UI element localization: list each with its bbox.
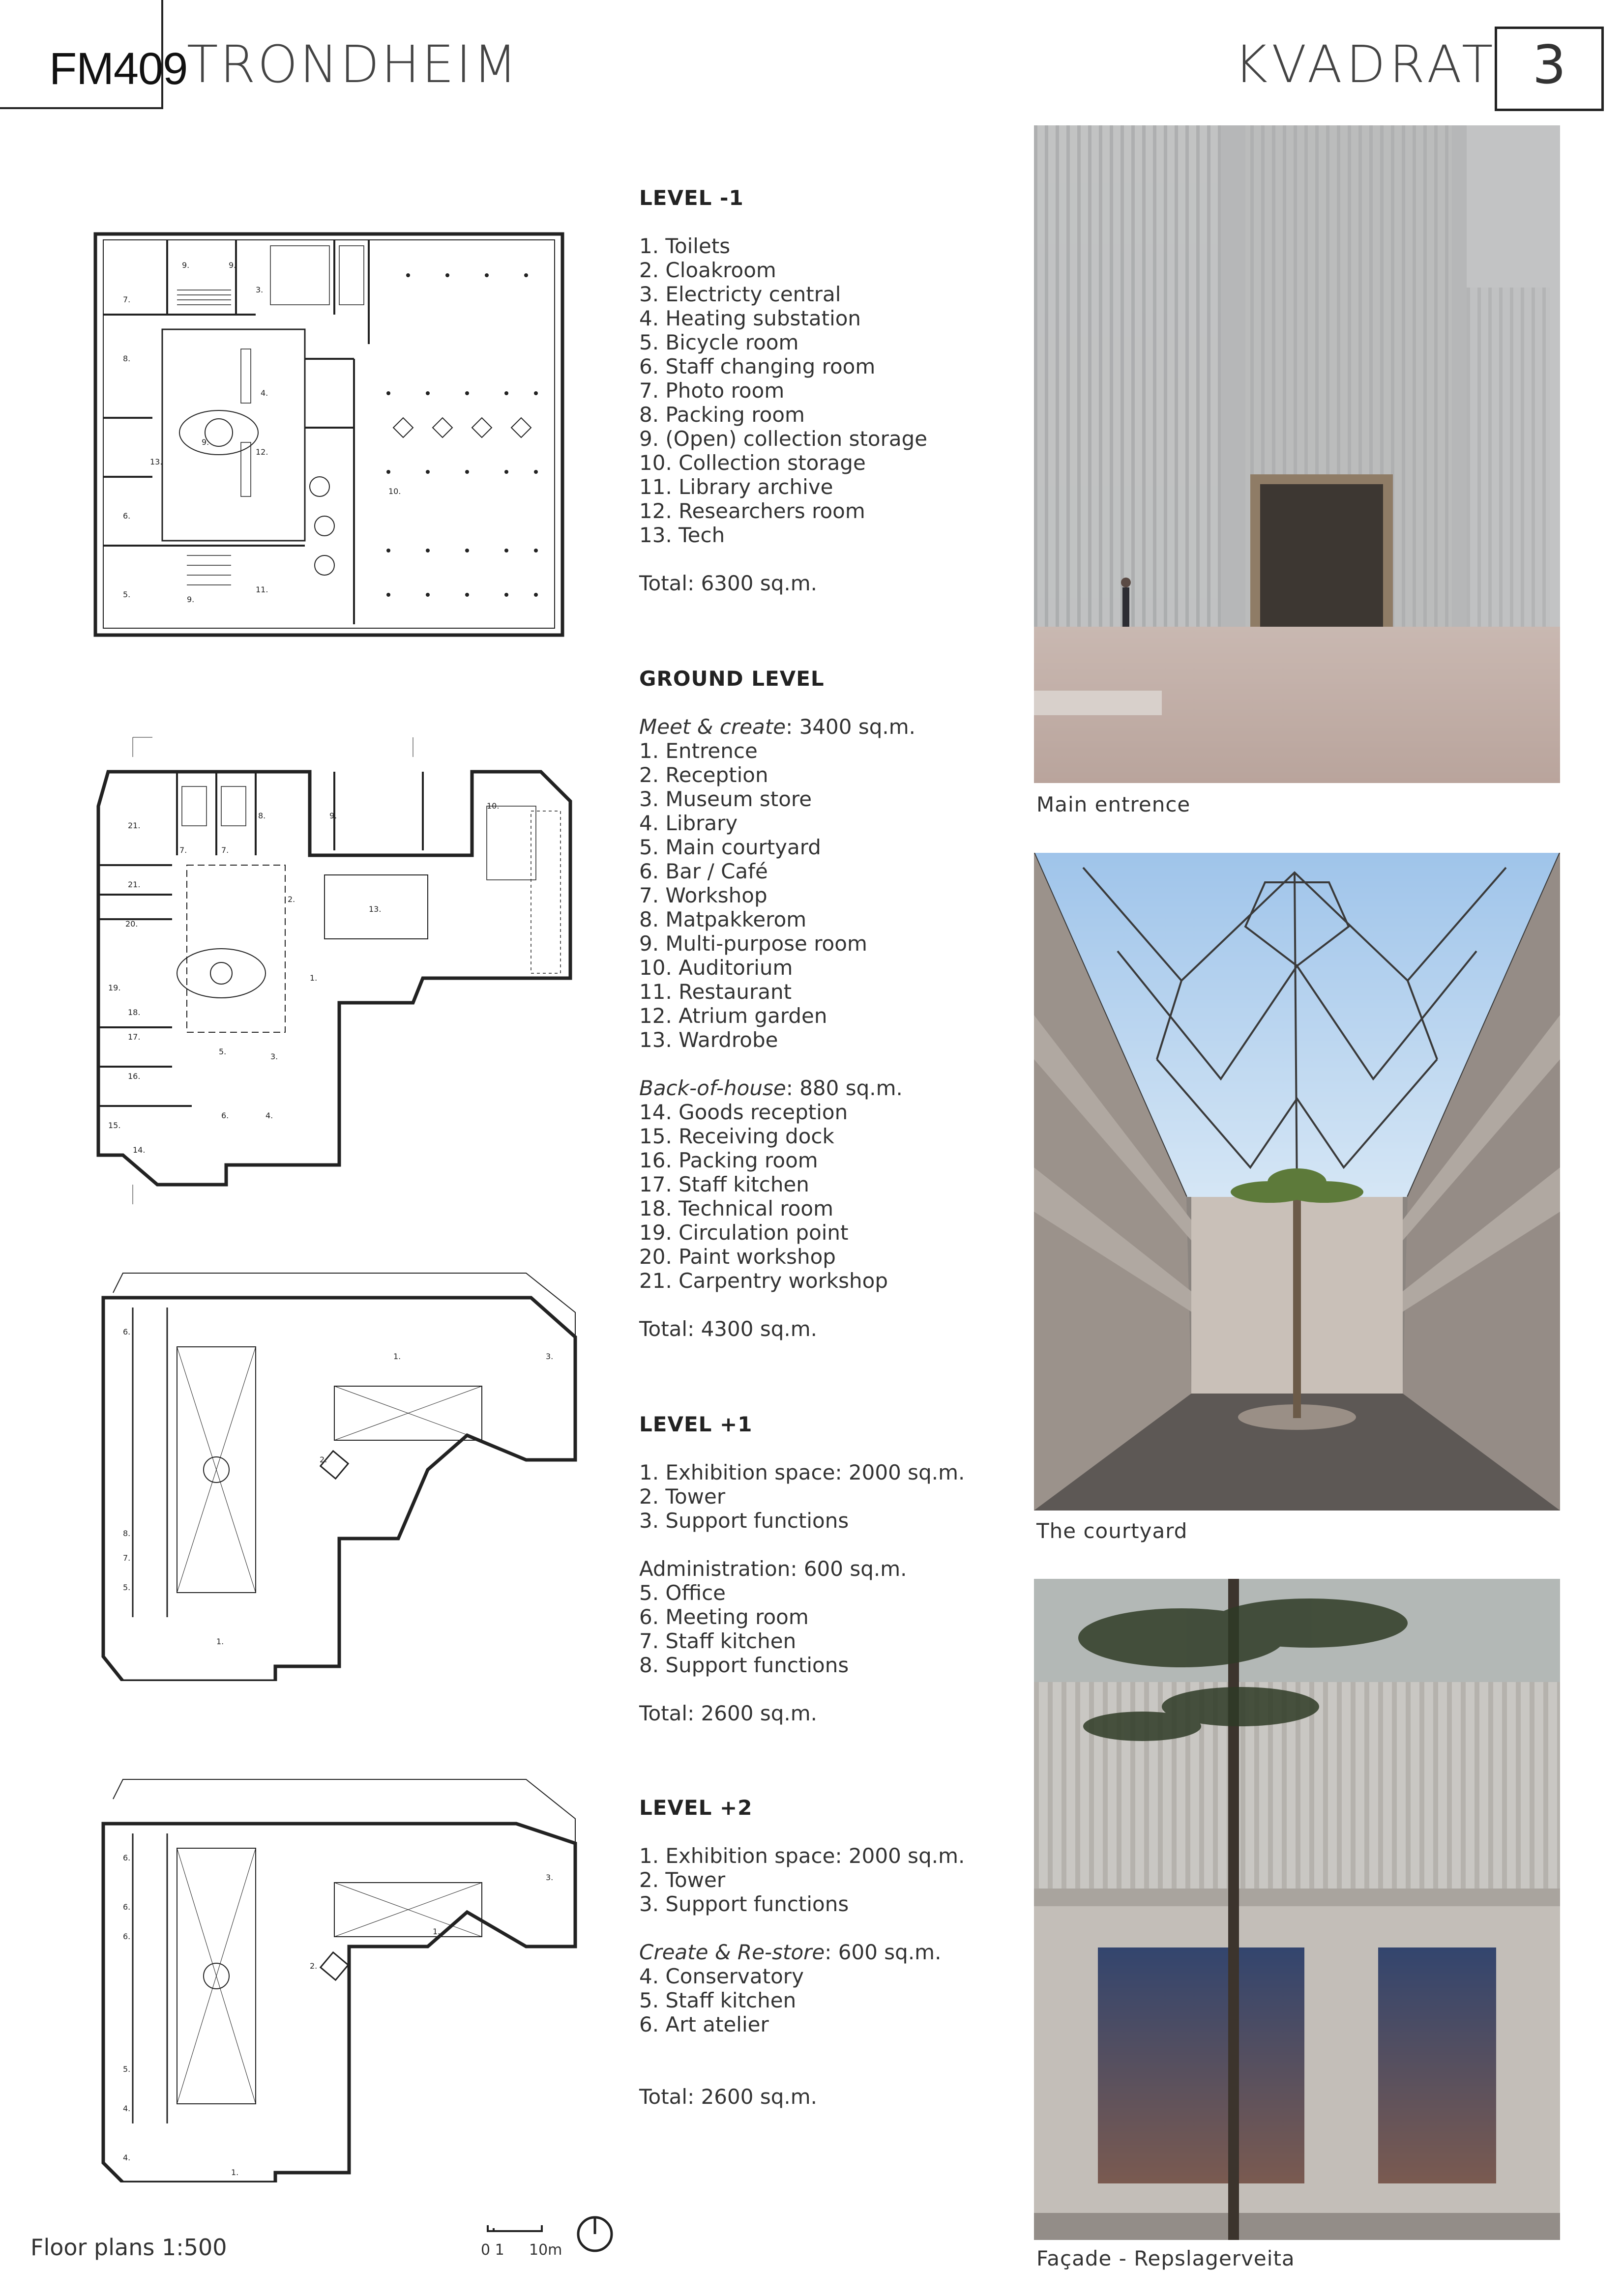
total-area: Total: 2600 sq.m. (639, 2085, 817, 2109)
plan-room-label: 5. (123, 1583, 131, 1592)
plan-room-label: 3. (256, 285, 264, 294)
plan-room-label: 6. (123, 1932, 131, 1941)
room-list-item: 2. Tower (639, 1868, 726, 1892)
room-list (639, 1844, 983, 1916)
plan-room-label: 4. (261, 388, 268, 398)
plan-room-label: 4. (123, 2153, 131, 2162)
plan-room-label: 16. (128, 1072, 141, 1081)
room-list-item: 5. Staff kitchen (639, 1988, 796, 2012)
plan-room-label: 7. (123, 295, 131, 304)
plan-room-label: 6. (123, 511, 131, 521)
room-list-item: 12. Atrium garden (639, 1004, 827, 1028)
floor-plan-level-plus2 (93, 1770, 595, 2182)
city-title: TRONDHEIM (187, 34, 519, 94)
plan-room-label: 8. (258, 811, 266, 820)
room-list-item: 8. Packing room (639, 403, 805, 427)
total-area: Total: 2600 sq.m. (639, 1701, 817, 1725)
room-list (639, 1581, 983, 1677)
plan-room-label: 9. (229, 261, 236, 270)
plan-room-label: 6. (123, 1853, 131, 1862)
north-arrow-icon (575, 2214, 615, 2256)
room-list-item: 11. Restaurant (639, 980, 792, 1004)
scale-bar-end: 10m (529, 2241, 562, 2259)
plan-room-label: 4. (123, 2104, 131, 2113)
plan-room-label: 6. (123, 1902, 131, 1912)
scale-bar (487, 2224, 546, 2236)
plan-room-label: 3. (270, 1052, 278, 1061)
plan-room-label: 17. (128, 1032, 141, 1042)
page-number: 3 (1532, 34, 1566, 96)
total-area: Total: 4300 sq.m. (639, 1317, 817, 1341)
courtyard-render (1034, 853, 1560, 1511)
ground-level-section (639, 667, 983, 1341)
room-list-item: 17. Staff kitchen (639, 1172, 809, 1196)
floor-plan-level-plus1 (93, 1263, 595, 1681)
plan-room-label: 12. (256, 447, 268, 457)
room-list-item: 9. Multi-purpose room (639, 931, 867, 956)
plan-room-label: 5. (123, 2064, 131, 2074)
facade-render (1034, 1579, 1560, 2240)
plan-room-label: 1. (216, 1637, 224, 1646)
room-list-item: 19. Circulation point (639, 1221, 849, 1245)
room-list-item: 8. Matpakkerom (639, 907, 807, 931)
plan-room-label: 13. (150, 457, 163, 466)
plan-room-label: 2. (320, 1455, 327, 1464)
plan-room-label: 7. (123, 1553, 131, 1563)
plan-scale-label: Floor plans 1:500 (30, 2234, 227, 2261)
plan-room-label: 13. (369, 904, 382, 914)
room-list-item: 7. Photo room (639, 378, 785, 403)
photo-caption: Main entrence (1036, 792, 1191, 816)
level-plus1-section (639, 1412, 983, 1725)
room-list-item: 4. Conservatory (639, 1964, 804, 1988)
group-heading: Back-of-house: 880 sq.m. (639, 1076, 903, 1100)
room-list-item: 8. Support functions (639, 1653, 849, 1677)
plan-room-label: 1. (393, 1352, 401, 1361)
room-list-item: 6. Meeting room (639, 1605, 809, 1629)
room-list-item: 10. Collection storage (639, 451, 866, 475)
room-list-item: 20. Paint workshop (639, 1245, 836, 1269)
room-list-item: 6. Staff changing room (639, 354, 876, 378)
room-list-item: 3. Museum store (639, 787, 812, 811)
plan-room-label: 9. (187, 595, 195, 604)
room-list (639, 1460, 983, 1533)
photo-caption: Façade - Repslagerveita (1036, 2246, 1295, 2270)
plan-room-label: 4. (265, 1111, 273, 1120)
plan-room-label: 3. (546, 1352, 554, 1361)
plan-room-label: 7. (221, 845, 229, 855)
room-list-item: 2. Tower (639, 1484, 726, 1509)
level-title: GROUND LEVEL (639, 667, 825, 691)
plan-room-label: 9. (329, 811, 337, 820)
level-title: LEVEL +1 (639, 1412, 753, 1436)
plan-room-label: 9. (182, 261, 190, 270)
room-list-item: 3. Support functions (639, 1892, 849, 1916)
plan-room-label: 10. (487, 801, 500, 811)
plan-room-label: 5. (123, 590, 131, 599)
room-list (639, 1100, 983, 1293)
room-list-item: 5. Office (639, 1581, 726, 1605)
plan-room-label: 19. (108, 983, 121, 992)
plan-room-label: 1. (231, 2168, 239, 2177)
plan-room-label: 9. (202, 437, 209, 447)
plan-room-label: 15. (108, 1121, 121, 1130)
room-list-item: 7. Workshop (639, 883, 767, 907)
room-list (639, 739, 983, 1052)
room-list-item: 18. Technical room (639, 1196, 834, 1221)
photo-caption: The courtyard (1036, 1519, 1188, 1543)
plan-room-label: 8. (123, 354, 131, 363)
room-list-item: 3. Electricty central (639, 282, 841, 306)
room-list-item: 13. Wardrobe (639, 1028, 778, 1052)
room-list-item: 4. Library (639, 811, 738, 835)
plan-room-label: 7. (179, 845, 187, 855)
room-list-item: 2. Cloakroom (639, 258, 776, 282)
group-heading: Create & Re-store: 600 sq.m. (639, 1940, 942, 1964)
room-list-item: 15. Receiving dock (639, 1124, 834, 1148)
group-heading: Meet & create: 3400 sq.m. (639, 715, 915, 739)
main-entrance-render (1034, 125, 1560, 783)
room-list-item: 14. Goods reception (639, 1100, 848, 1124)
group-heading: Administration: 600 sq.m. (639, 1557, 907, 1581)
plan-room-label: 21. (128, 821, 141, 830)
room-list-item: 2. Reception (639, 763, 768, 787)
room-list (639, 234, 983, 547)
plan-room-label: 18. (128, 1008, 141, 1017)
scale-bar-start: 0 1 (481, 2241, 504, 2259)
room-list-item: 1. Toilets (639, 234, 731, 258)
plan-room-label: 2. (288, 895, 295, 904)
room-list-item: 11. Library archive (639, 475, 833, 499)
plan-room-label: 8. (123, 1529, 131, 1538)
room-list-item: 5. Main courtyard (639, 835, 821, 859)
level-title: LEVEL -1 (639, 186, 744, 210)
level-minus1-section (639, 186, 983, 595)
project-code: FM409 (49, 44, 188, 94)
plan-room-label: 11. (256, 585, 268, 594)
level-title: LEVEL +2 (639, 1796, 753, 1820)
plan-room-label: 1. (433, 1927, 441, 1936)
room-list-item: 16. Packing room (639, 1148, 818, 1172)
floor-plan-ground-level (79, 732, 590, 1214)
floor-plan-level-minus1 (93, 231, 565, 639)
plan-room-label: 21. (128, 880, 141, 889)
room-list-item: 6. Bar / Café (639, 859, 768, 883)
room-list-item: 21. Carpentry workshop (639, 1269, 888, 1293)
plan-room-label: 20. (125, 919, 138, 929)
room-list-item: 1. Exhibition space: 2000 sq.m. (639, 1844, 965, 1868)
total-area: Total: 6300 sq.m. (639, 571, 817, 595)
level-plus2-section (639, 1796, 983, 2109)
room-list-item: 7. Staff kitchen (639, 1629, 796, 1653)
plan-room-label: 14. (133, 1145, 146, 1155)
room-list-item: 6. Art atelier (639, 2012, 769, 2036)
room-list-item: 13. Tech (639, 523, 725, 547)
plan-room-label: 6. (123, 1327, 131, 1337)
plan-room-label: 2. (310, 1961, 318, 1971)
plan-room-label: 5. (219, 1047, 227, 1056)
plan-room-label: 1. (310, 973, 318, 983)
room-list-item: 3. Support functions (639, 1509, 849, 1533)
room-list-item: 5. Bicycle room (639, 330, 799, 354)
room-list-item: 9. (Open) collection storage (639, 427, 928, 451)
room-list-item: 1. Exhibition space: 2000 sq.m. (639, 1460, 965, 1484)
plan-room-label: 6. (221, 1111, 229, 1120)
room-list (639, 1964, 983, 2036)
room-list-item: 10. Auditorium (639, 956, 793, 980)
room-list-item: 1. Entrence (639, 739, 758, 763)
room-list-item: 4. Heating substation (639, 306, 861, 330)
plan-room-label: 10. (388, 487, 401, 496)
room-list-item: 12. Researchers room (639, 499, 865, 523)
plan-room-label: 3. (546, 1873, 554, 1882)
project-name: KVADRAT (1234, 34, 1497, 94)
